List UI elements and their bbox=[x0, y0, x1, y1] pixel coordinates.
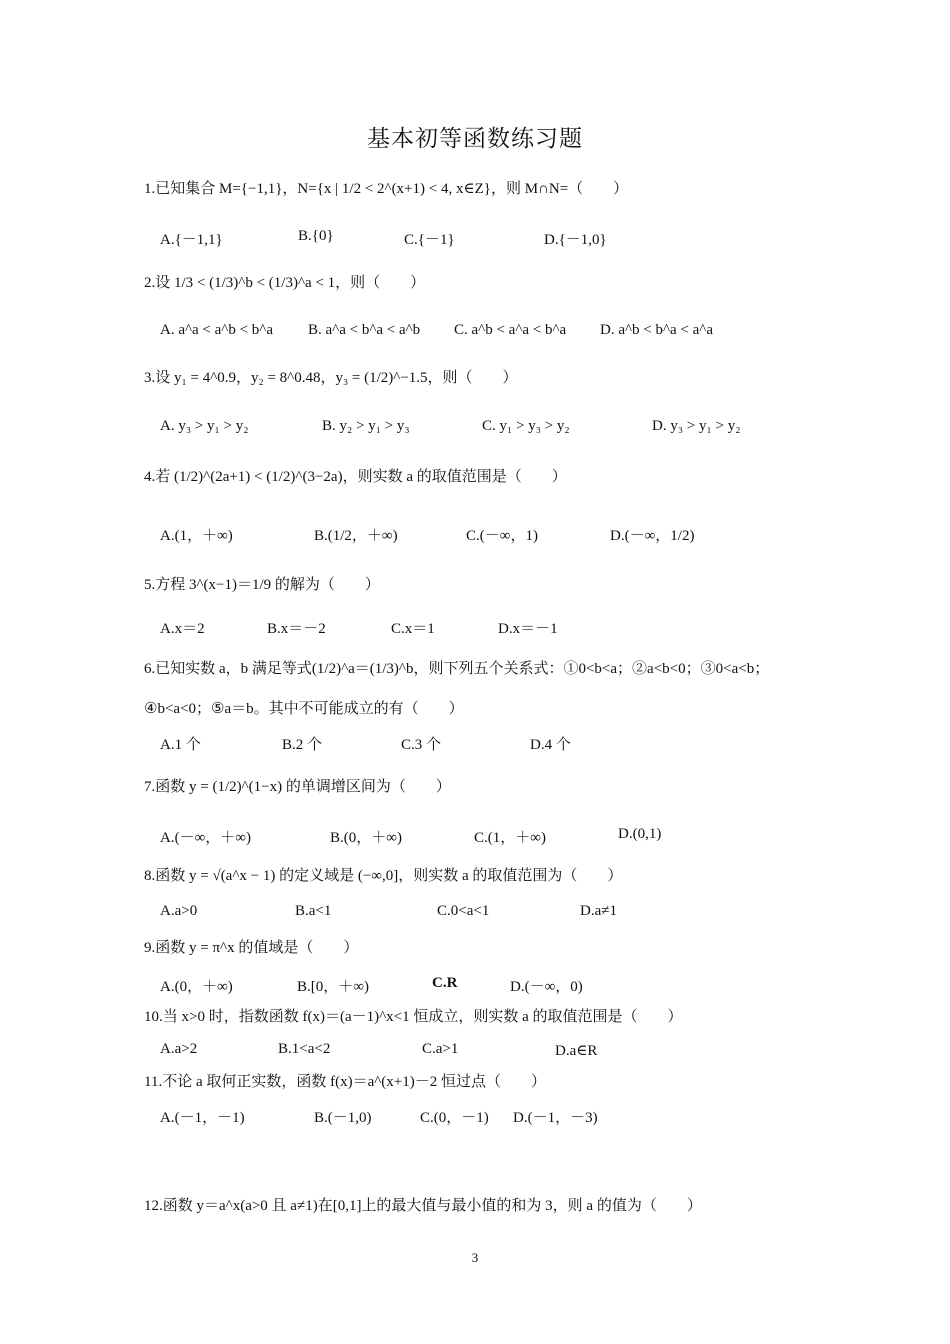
page-title: 基本初等函数练习题 bbox=[367, 126, 583, 151]
option-d: D.a≠1 bbox=[580, 903, 617, 919]
options-9 bbox=[160, 975, 820, 999]
option-d: D.(－1，－3) bbox=[513, 1110, 598, 1126]
option-a: A. y₃ > y₁ > y₂ bbox=[160, 418, 249, 434]
question-8: 8.函数 y = √(a^x − 1) 的定义域是 (−∞,0]，则实数 a 的取值范围为（ ） bbox=[144, 868, 623, 884]
question-1: 1.已知集合 M={−1,1}，N={x | 1/2 < 2^(x+1) < 4, x∈Z}，则 M∩N=（ ） bbox=[144, 181, 629, 197]
option-d: D.(－∞，0) bbox=[510, 979, 583, 995]
option-c: C.R bbox=[432, 975, 458, 991]
options-6 bbox=[160, 733, 820, 757]
options-4 bbox=[160, 524, 820, 548]
options-3 bbox=[160, 418, 820, 442]
option-c: C.a>1 bbox=[422, 1041, 459, 1057]
option-b: B.x＝－2 bbox=[267, 621, 326, 637]
option-b: B.1<a<2 bbox=[278, 1041, 331, 1057]
option-b: B.2 个 bbox=[282, 737, 323, 753]
options-10 bbox=[160, 1041, 820, 1065]
option-c: C. a^b < a^a < b^a bbox=[454, 322, 567, 338]
question-10: 10.当 x>0 时，指数函数 f(x)＝(a－1)^x<1 恒成立，则实数 a 的取值范围是（ ） bbox=[144, 1009, 683, 1025]
question-6-continued: ④b<a<0；⑤a＝b。其中不可能成立的有（ ） bbox=[144, 701, 464, 717]
option-a: A.a>2 bbox=[160, 1041, 198, 1057]
option-c: C.0<a<1 bbox=[437, 903, 490, 919]
option-c: C.{－1} bbox=[404, 232, 455, 248]
option-c: C.(1，＋∞) bbox=[474, 830, 546, 846]
option-d: D.(0,1) bbox=[618, 826, 662, 842]
option-b: B.(0，＋∞) bbox=[330, 830, 402, 846]
option-b: B.{0} bbox=[298, 228, 334, 244]
options-11 bbox=[160, 1106, 820, 1130]
option-a: A.1 个 bbox=[160, 737, 201, 753]
question-3: 3.设 y₁ = 4^0.9，y₂ = 8^0.48，y₃ = (1/2)^−1.5，则（ ） bbox=[144, 370, 518, 386]
option-a: A.(－∞，＋∞) bbox=[160, 830, 251, 846]
option-d: D.a∈R bbox=[555, 1043, 598, 1059]
question-12: 12.函数 y＝a^x(a>0 且 a≠1)在[0,1]上的最大值与最小值的和为 3，则 a 的值为（ ） bbox=[144, 1198, 702, 1214]
options-2 bbox=[160, 322, 820, 346]
option-a: A.(1，＋∞) bbox=[160, 528, 233, 544]
option-c: C.(0，－1) bbox=[420, 1110, 489, 1126]
option-c: C.3 个 bbox=[401, 737, 442, 753]
option-c: C. y₁ > y₃ > y₂ bbox=[482, 418, 570, 434]
option-d: D.x＝－1 bbox=[498, 621, 558, 637]
option-c: C.(－∞，1) bbox=[466, 528, 538, 544]
question-11: 11.不论 a 取何正实数，函数 f(x)＝a^(x+1)－2 恒过点（ ） bbox=[144, 1074, 546, 1090]
options-7 bbox=[160, 826, 820, 850]
option-d: D. y₃ > y₁ > y₂ bbox=[652, 418, 741, 434]
option-b: B.(－1,0) bbox=[314, 1110, 372, 1126]
question-6: 6.已知实数 a，b 满足等式(1/2)^a＝(1/3)^b，则下列五个关系式：①0<b<a；②a<b<0；③0<a<b； bbox=[144, 661, 770, 677]
options-1 bbox=[160, 228, 820, 252]
options-8 bbox=[160, 903, 820, 927]
page-number: 3 bbox=[471, 1250, 479, 1265]
option-b: B.[0，＋∞) bbox=[297, 979, 369, 995]
question-4: 4.若 (1/2)^(2a+1) < (1/2)^(3−2a)，则实数 a 的取值范围是（ ） bbox=[144, 469, 567, 485]
option-d: D.(－∞，1/2) bbox=[610, 528, 695, 544]
option-d: D. a^b < b^a < a^a bbox=[600, 322, 713, 338]
option-c: C.x＝1 bbox=[391, 621, 435, 637]
option-b: B. y₂ > y₁ > y₃ bbox=[322, 418, 410, 434]
option-a: A.(－1，－1) bbox=[160, 1110, 245, 1126]
option-a: A.{－1,1} bbox=[160, 232, 223, 248]
option-d: D.4 个 bbox=[530, 737, 571, 753]
option-a: A.a>0 bbox=[160, 903, 198, 919]
option-a: A.x＝2 bbox=[160, 621, 205, 637]
option-b: B.(1/2，＋∞) bbox=[314, 528, 398, 544]
option-a: A. a^a < a^b < b^a bbox=[160, 322, 273, 338]
option-b: B. a^a < b^a < a^b bbox=[308, 322, 421, 338]
question-7: 7.函数 y = (1/2)^(1−x) 的单调增区间为（ ） bbox=[144, 779, 451, 795]
option-b: B.a<1 bbox=[295, 903, 332, 919]
option-d: D.{－1,0} bbox=[544, 232, 607, 248]
options-5 bbox=[160, 617, 820, 641]
question-9: 9.函数 y = π^x 的值域是（ ） bbox=[144, 940, 359, 956]
question-2: 2.设 1/3 < (1/3)^b < (1/3)^a < 1，则（ ） bbox=[144, 275, 426, 291]
question-5: 5.方程 3^(x−1)＝1/9 的解为（ ） bbox=[144, 577, 380, 593]
option-a: A.(0，＋∞) bbox=[160, 979, 233, 995]
